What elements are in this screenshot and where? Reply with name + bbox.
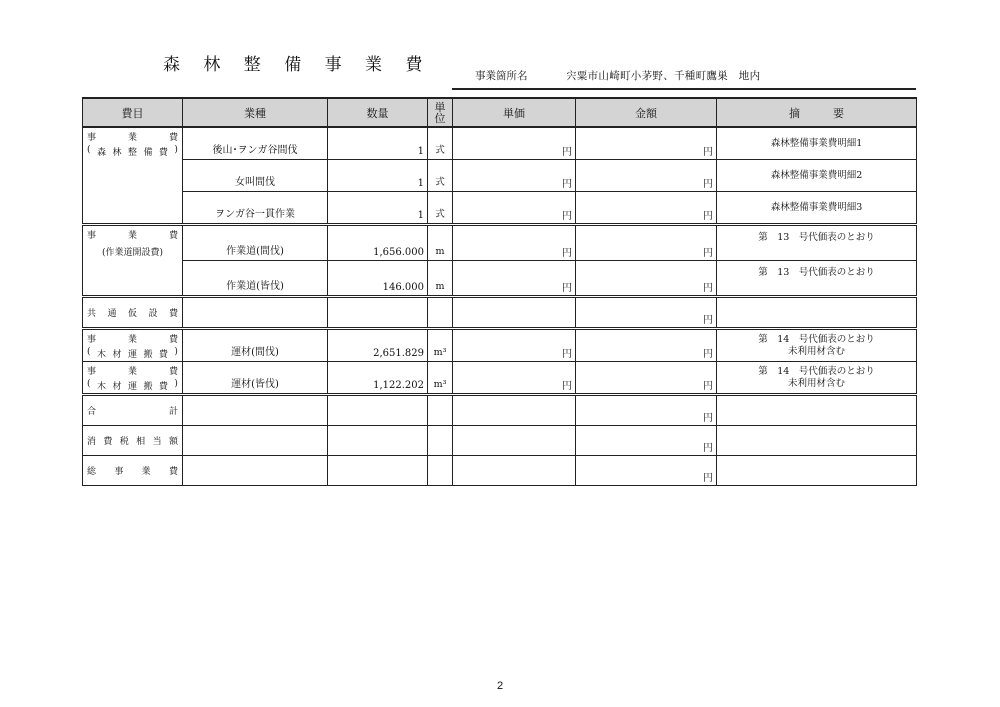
unit-cell: m xyxy=(428,225,453,261)
category-common xyxy=(83,297,183,329)
table-row xyxy=(83,261,917,297)
unit-cell: 式 xyxy=(428,192,453,225)
empty-cell xyxy=(328,426,428,456)
work-cell: 作業道(間伐) xyxy=(183,225,328,261)
amount-yen: 円 xyxy=(576,225,717,261)
table-row-grand-total xyxy=(83,456,917,486)
work-cell: 作業道(皆伐) xyxy=(183,261,328,297)
empty-cell xyxy=(183,456,328,486)
remark-line1: 第 14 号代価表のとおり xyxy=(758,365,875,377)
empty-cell xyxy=(428,297,453,329)
empty-cell xyxy=(183,426,328,456)
amount-yen: 円 xyxy=(576,362,717,395)
category-timber-2-line2: ( 木 材 運 搬 費 ) xyxy=(87,379,178,392)
category-tax xyxy=(83,426,183,456)
qty-cell: 1 xyxy=(328,127,428,160)
category-total xyxy=(83,395,183,426)
unit-cell: m³ xyxy=(428,362,453,395)
unit-price-yen: 円 xyxy=(453,329,576,362)
remark-line2: 未利用材含む xyxy=(787,345,845,357)
work-cell: ヲンガ谷一貫作業 xyxy=(183,192,328,225)
empty-cell xyxy=(183,297,328,329)
table-row xyxy=(83,297,917,329)
unit-price-yen: 円 xyxy=(453,261,576,297)
table-row xyxy=(83,225,917,261)
category-common-label: 共 通 仮 設 費 xyxy=(87,309,178,319)
location-value: 宍粟市山崎町小茅野、千種町鷹巣 地内 xyxy=(566,70,761,82)
category-timber-1 xyxy=(83,329,183,362)
category-forest-line2: ( 森 林 整 備 費 ) xyxy=(87,145,178,158)
table-row-tax xyxy=(83,426,917,456)
amount-yen: 円 xyxy=(576,456,717,486)
location-label: 事業箇所名 xyxy=(475,70,528,82)
qty-cell: 146.000 xyxy=(328,261,428,297)
empty-cell xyxy=(453,395,576,426)
qty-cell: 1,122.202 xyxy=(328,362,428,395)
table-row xyxy=(83,329,917,362)
header-work-type: 業種 xyxy=(183,98,328,127)
empty-cell xyxy=(717,426,917,456)
remark-cell xyxy=(717,329,917,362)
remark-cell: 森林整備事業費明細1 xyxy=(717,127,917,160)
remark-cell: 第 13 号代価表のとおり xyxy=(717,261,917,297)
amount-yen: 円 xyxy=(576,395,717,426)
document-title: 森 林 整 備 事 業 費 xyxy=(163,55,432,75)
category-forest xyxy=(83,127,183,225)
location-line xyxy=(452,66,916,90)
empty-cell xyxy=(328,395,428,426)
empty-cell xyxy=(328,297,428,329)
unit-price-yen: 円 xyxy=(453,362,576,395)
category-grand-total xyxy=(83,456,183,486)
category-grand-total-label: 総 事 業 費 xyxy=(87,467,178,477)
qty-cell: 2,651.829 xyxy=(328,329,428,362)
table-row xyxy=(83,160,917,192)
header-remarks: 摘 要 xyxy=(717,98,917,127)
category-road-line1: 事 業 費 xyxy=(87,231,178,241)
table-row-total xyxy=(83,395,917,426)
empty-cell xyxy=(328,456,428,486)
unit-price-yen: 円 xyxy=(453,192,576,225)
unit-cell: m³ xyxy=(428,329,453,362)
category-timber-1-line2: ( 木 材 運 搬 費 ) xyxy=(87,347,178,360)
empty-cell xyxy=(717,456,917,486)
empty-cell xyxy=(717,395,917,426)
amount-yen: 円 xyxy=(576,160,717,192)
category-road-line2: (作業道開設費) xyxy=(101,248,164,258)
remark-cell xyxy=(717,362,917,395)
unit-price-yen: 円 xyxy=(453,225,576,261)
unit-price-yen: 円 xyxy=(453,127,576,160)
qty-cell: 1 xyxy=(328,160,428,192)
unit-cell: m xyxy=(428,261,453,297)
unit-cell: 式 xyxy=(428,127,453,160)
empty-cell xyxy=(428,456,453,486)
qty-cell: 1 xyxy=(328,192,428,225)
category-total-label: 合 計 xyxy=(87,407,178,417)
remark-line1: 第 14 号代価表のとおり xyxy=(758,333,875,345)
amount-yen: 円 xyxy=(576,426,717,456)
header-unit-line2: 位 xyxy=(434,111,446,125)
table-row xyxy=(83,192,917,225)
category-road xyxy=(83,225,183,297)
cost-table xyxy=(82,97,917,486)
remark-cell: 第 13 号代価表のとおり xyxy=(717,225,917,261)
unit-price-yen: 円 xyxy=(453,160,576,192)
work-cell: 運材(間伐) xyxy=(183,329,328,362)
header-quantity: 数量 xyxy=(328,98,428,127)
empty-cell xyxy=(453,456,576,486)
header-item: 費目 xyxy=(83,98,183,127)
work-cell: 女叫間伐 xyxy=(183,160,328,192)
work-cell: 後山･ヲンガ谷間伐 xyxy=(183,127,328,160)
empty-cell xyxy=(453,297,576,329)
qty-cell: 1,656.000 xyxy=(328,225,428,261)
amount-yen: 円 xyxy=(576,261,717,297)
remark-line2: 未利用材含む xyxy=(787,377,845,389)
remark-cell: 森林整備事業費明細2 xyxy=(717,160,917,192)
remark-cell: 森林整備事業費明細3 xyxy=(717,192,917,225)
amount-yen: 円 xyxy=(576,329,717,362)
category-timber-1-line1: 事 業 費 xyxy=(87,335,178,345)
category-timber-2-line1: 事 業 費 xyxy=(87,367,178,377)
header-amount: 金額 xyxy=(576,98,717,127)
empty-cell xyxy=(183,395,328,426)
category-timber-2 xyxy=(83,362,183,395)
page-number: 2 xyxy=(496,680,504,692)
work-cell: 運材(皆伐) xyxy=(183,362,328,395)
header-unit xyxy=(428,98,453,127)
unit-cell: 式 xyxy=(428,160,453,192)
amount-yen: 円 xyxy=(576,192,717,225)
empty-cell xyxy=(717,297,917,329)
table-row xyxy=(83,127,917,160)
header-row xyxy=(83,98,917,127)
header-unit-price: 単価 xyxy=(453,98,576,127)
empty-cell xyxy=(428,395,453,426)
empty-cell xyxy=(428,426,453,456)
amount-yen: 円 xyxy=(576,127,717,160)
category-forest-line1: 事 業 費 xyxy=(87,133,178,143)
empty-cell xyxy=(453,426,576,456)
table-row xyxy=(83,362,917,395)
category-tax-label: 消 費 税 相 当 額 xyxy=(87,437,178,447)
amount-yen: 円 xyxy=(576,297,717,329)
header-unit-line1: 単 xyxy=(434,100,446,114)
